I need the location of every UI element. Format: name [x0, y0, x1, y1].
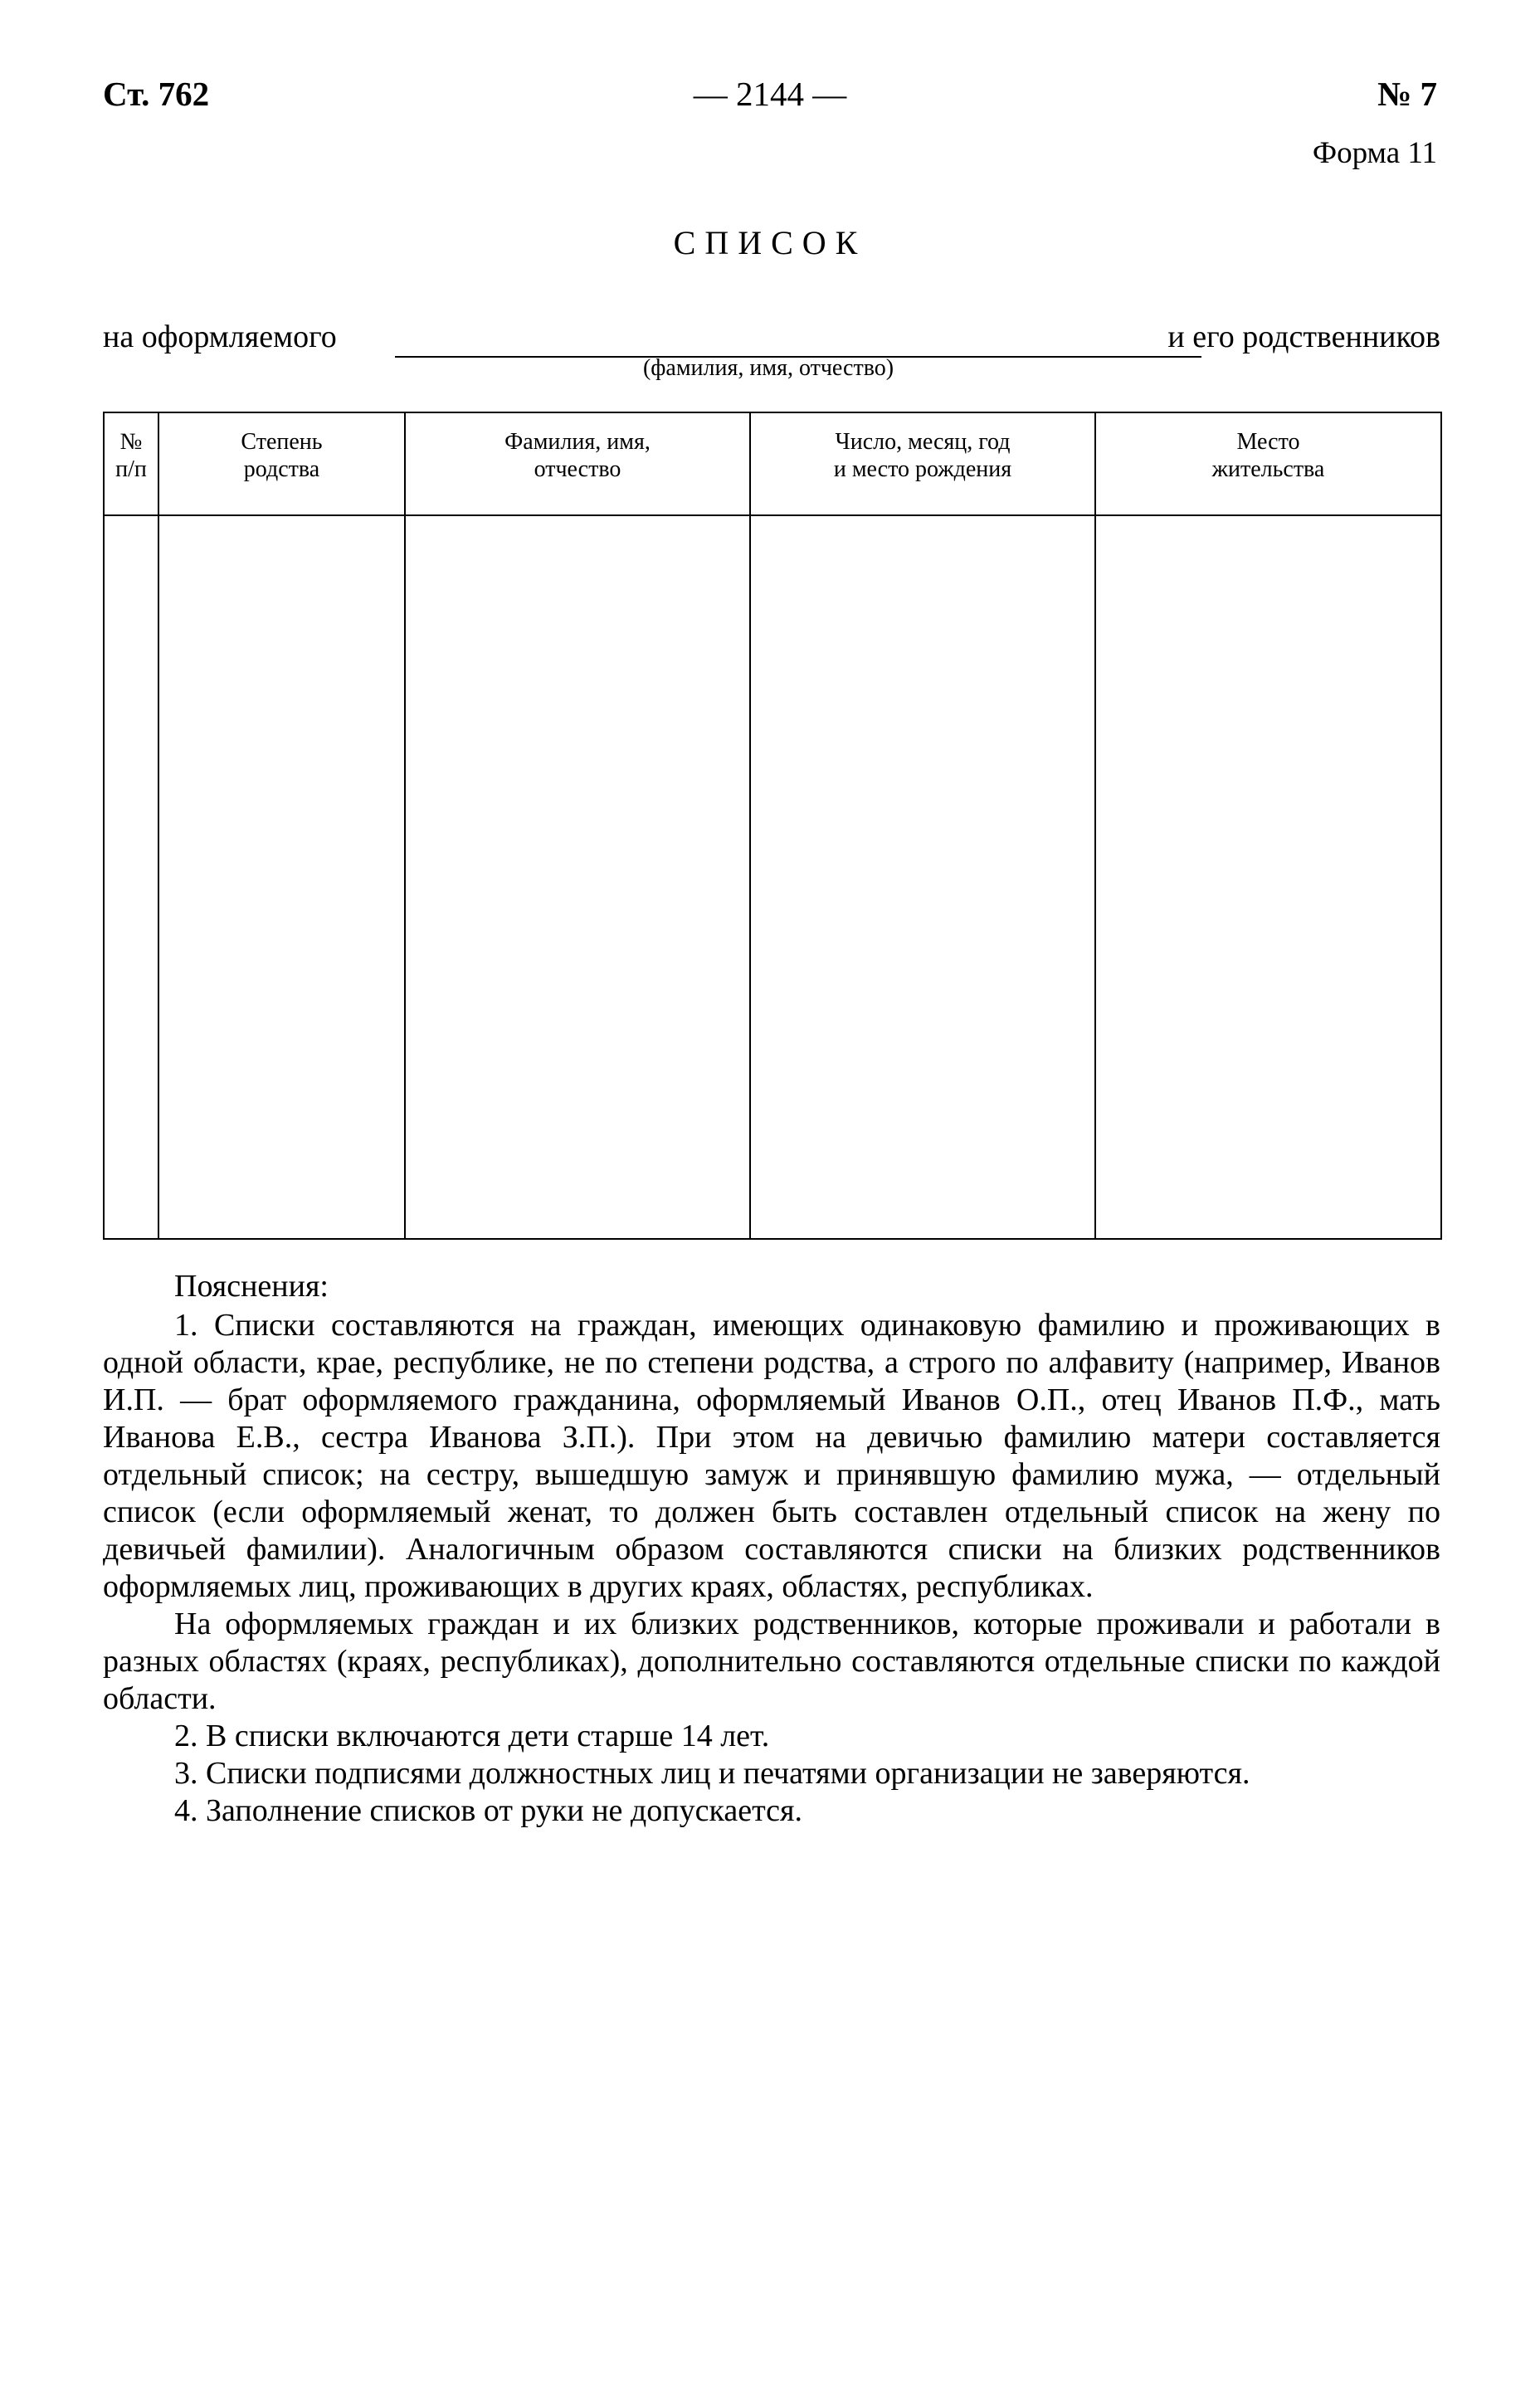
notes-heading: Пояснения:: [174, 1269, 329, 1304]
note-item: 4. Заполнение списков от руки не допускается.: [174, 1793, 802, 1828]
note-item: 2. В списки включаются дети старше 14 лет.: [174, 1719, 770, 1753]
form-label: Форма 11: [1312, 136, 1437, 170]
notes-section: [103, 1268, 1440, 1830]
table-cell-full-name[interactable]: [405, 515, 750, 1239]
table-cell-birth[interactable]: [750, 515, 1095, 1239]
subject-hint: (фамилия, имя, отчество): [642, 355, 894, 381]
note-item: 3. Списки подписями должностных лиц и печатями организации не заверяются.: [174, 1756, 1250, 1791]
issue-number: № 7: [1377, 75, 1437, 113]
column-header-number: № п/п: [104, 412, 158, 515]
note-item: На оформляемых граждан и их близких родственников, которые проживали и работали в разных областях (краях, республиках), дополнительно составляются отдельные списки по каждой области.: [103, 1607, 1440, 1716]
table-row: [104, 515, 1441, 1239]
note-item: 1. Списки составляются на граждан, имеющих одинаковую фамилию и проживающих в одной области, крае, республике, не по степени родства, а строго по алфавиту (например, Иванов И.П. — брат оформляемого гражданина, оформляемый Иванов О.П., отец Иванов П.Ф., мать Иванова Е.В., сестра Иванова З.П.). При этом на девичью фамилию матери составляется отдельный список; на сестру, вышедшую замуж и принявшую фамилию мужа, — отдельный список (если оформляемый женат, то должен быть составлен отдельный список на жену по девичьей фамилии). Аналогичным образом составляются списки на близких родственников оформляемых лиц, проживающих в других краях, областях, республиках.: [103, 1308, 1440, 1604]
table-cell-residence[interactable]: [1095, 515, 1441, 1239]
subject-row: [103, 317, 1440, 392]
table-header-row: [104, 412, 1441, 515]
document-title: СПИСОК: [673, 224, 867, 261]
column-header-birth: Число, месяц, год и место рождения: [750, 412, 1095, 515]
column-header-residence: Место жительства: [1095, 412, 1441, 515]
column-header-full-name: Фамилия, имя, отчество: [405, 412, 750, 515]
page-number: — 2144 —: [693, 75, 847, 113]
table-cell-relation[interactable]: [158, 515, 405, 1239]
table-cell-number[interactable]: [104, 515, 158, 1239]
subject-prefix: на оформляемого: [103, 319, 337, 354]
relatives-table: [103, 412, 1442, 1240]
subject-suffix: и его родственников: [1167, 319, 1440, 354]
article-number: Ст. 762: [103, 75, 210, 113]
column-header-relation: Степень родства: [158, 412, 405, 515]
